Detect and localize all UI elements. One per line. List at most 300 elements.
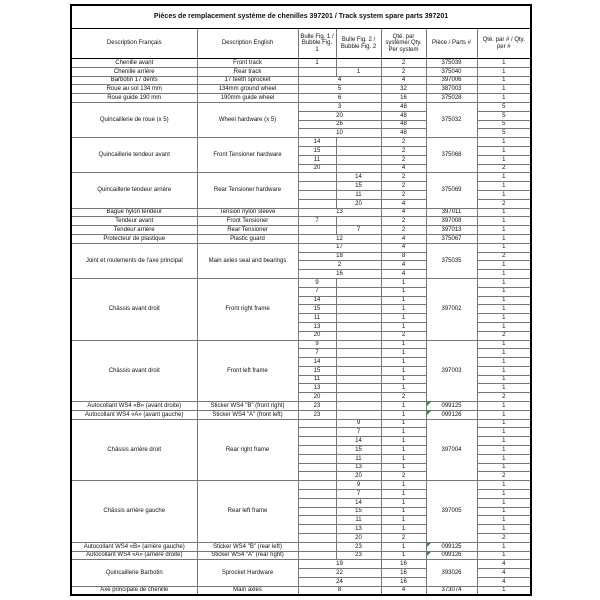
bubble-fig2-cell: 11 <box>336 516 381 525</box>
bubble-fig2-cell: 15 <box>336 507 381 516</box>
qty-per-part-cell: 1 <box>477 375 531 384</box>
bubble-fig1-cell: 7 <box>298 349 336 358</box>
qty-per-system-cell: 1 <box>381 366 426 375</box>
qty-per-part-cell: 1 <box>477 551 531 560</box>
qty-per-part-cell: 1 <box>477 366 531 375</box>
bubble-fig1-cell <box>298 454 336 463</box>
part-number-cell: 397005 <box>426 481 477 543</box>
qty-per-part-cell: 1 <box>477 428 531 437</box>
part-group-row <box>71 278 531 287</box>
qty-per-system-cell: 1 <box>381 481 426 490</box>
bubble-fig2-cell <box>336 287 381 296</box>
bubble-fig-merged-cell: 13 <box>298 208 381 217</box>
part-group-row <box>71 234 531 243</box>
qty-per-system-cell: 48 <box>381 111 426 120</box>
qty-per-part-cell: 1 <box>477 419 531 428</box>
description-en-cell: Front left frame <box>197 340 298 402</box>
table-header-row <box>71 29 531 59</box>
bubble-fig-merged-cell: 5 <box>298 85 381 94</box>
part-number-cell: 375032 <box>426 102 477 137</box>
bubble-fig1-cell: 14 <box>298 358 336 367</box>
bubble-fig2-cell <box>336 155 381 164</box>
qty-per-system-cell: 2 <box>381 393 426 402</box>
bubble-fig1-cell: 7 <box>298 287 336 296</box>
bubble-fig1-cell: 7 <box>298 217 336 226</box>
bubble-fig2-cell: 23 <box>336 542 381 551</box>
qty-per-part-cell: 1 <box>477 270 531 279</box>
col-header-bubble-fig1: Bulle Fig. 1 / Bubble Fig. 1 <box>298 29 336 59</box>
description-en-cell: Rear left frame <box>197 481 298 543</box>
description-en-cell: Rear Tensioner <box>197 226 298 235</box>
description-en-cell: Wheel hardware (x 5) <box>197 102 298 137</box>
col-header-part-number: Pièce / Parts # <box>426 29 477 59</box>
qty-per-part-cell: 1 <box>477 94 531 103</box>
part-number-cell: 375028 <box>426 94 477 103</box>
bubble-fig1-cell: 11 <box>298 375 336 384</box>
bubble-fig1-cell: 1 <box>298 59 336 68</box>
qty-per-part-cell: 1 <box>477 498 531 507</box>
qty-per-system-cell: 4 <box>381 199 426 208</box>
col-header-qty-per-part: Qté. par # / Qty. per # <box>477 29 531 59</box>
part-number-cell: 397004 <box>426 419 477 481</box>
bubble-fig-merged-cell: 10 <box>298 129 381 138</box>
bubble-fig1-cell <box>298 173 336 182</box>
bubble-fig-merged-cell: 26 <box>298 120 381 129</box>
qty-per-system-cell: 1 <box>381 340 426 349</box>
description-fr-cell: Barbotin 17 dents <box>71 76 197 85</box>
bubble-fig1-cell: 15 <box>298 366 336 375</box>
description-fr-cell: Chenille avant <box>71 59 197 68</box>
qty-per-system-cell: 2 <box>381 155 426 164</box>
bubble-fig-merged-cell: 12 <box>298 234 381 243</box>
bubble-fig1-cell <box>298 226 336 235</box>
qty-per-part-cell: 1 <box>477 454 531 463</box>
qty-per-system-cell: 2 <box>381 331 426 340</box>
description-fr-cell: Joint et roulements de l'axe principal <box>71 243 197 278</box>
bubble-fig-merged-cell: 22 <box>298 569 381 578</box>
bubble-fig1-cell: 9 <box>298 278 336 287</box>
description-en-cell: 17 teeth sprocket <box>197 76 298 85</box>
parts-table-body <box>71 59 531 596</box>
part-group-row <box>71 410 531 419</box>
bubble-fig-merged-cell: 8 <box>298 586 381 595</box>
description-fr-cell: Quincaillerie tendeur avant <box>71 138 197 173</box>
bubble-fig1-cell <box>298 182 336 191</box>
qty-per-part-cell: 1 <box>477 481 531 490</box>
bubble-fig2-cell <box>336 278 381 287</box>
bubble-fig1-cell: 20 <box>298 164 336 173</box>
bubble-fig1-cell: 14 <box>298 296 336 305</box>
bubble-fig2-cell: 7 <box>336 226 381 235</box>
qty-per-part-cell: 1 <box>477 340 531 349</box>
bubble-fig1-cell: 23 <box>298 402 336 411</box>
bubble-fig2-cell <box>336 331 381 340</box>
qty-per-system-cell: 32 <box>381 85 426 94</box>
bubble-fig2-cell <box>336 393 381 402</box>
qty-per-system-cell: 16 <box>381 94 426 103</box>
qty-per-system-cell: 1 <box>381 525 426 534</box>
bubble-fig2-cell: 13 <box>336 463 381 472</box>
bubble-fig1-cell: 13 <box>298 384 336 393</box>
part-group-row <box>71 138 531 147</box>
part-number-cell: 375069 <box>426 173 477 208</box>
part-number-cell: 397011 <box>426 208 477 217</box>
description-en-cell: 134mm ground wheel <box>197 85 298 94</box>
col-header-qty-per-system: Qté. par système/ Qty. Per system <box>381 29 426 59</box>
qty-per-part-cell: 1 <box>477 85 531 94</box>
part-number-cell: 397003 <box>426 340 477 402</box>
bubble-fig2-cell: 20 <box>336 199 381 208</box>
part-number-cell: 393026 <box>426 560 477 586</box>
qty-per-system-cell: 1 <box>381 278 426 287</box>
description-en-cell: Sticker WS4 "B" (rear left) <box>197 542 298 551</box>
qty-per-part-cell: 4 <box>477 569 531 578</box>
qty-per-system-cell: 4 <box>381 208 426 217</box>
qty-per-system-cell: 1 <box>381 551 426 560</box>
description-en-cell: Sprocket Hardware <box>197 560 298 586</box>
part-group-row <box>71 217 531 226</box>
bubble-fig2-cell: 11 <box>336 190 381 199</box>
table-title-row <box>71 5 531 29</box>
qty-per-part-cell: 4 <box>477 560 531 569</box>
note-marker-icon <box>427 543 431 547</box>
qty-per-system-cell: 48 <box>381 120 426 129</box>
part-group-row <box>71 173 531 182</box>
qty-per-system-cell: 4 <box>381 243 426 252</box>
part-number-cell: 099126 <box>426 410 477 419</box>
bubble-fig-merged-cell: 24 <box>298 578 381 587</box>
part-group-row <box>71 85 531 94</box>
bubble-fig2-cell <box>336 384 381 393</box>
qty-per-part-cell: 1 <box>477 525 531 534</box>
bubble-fig2-cell <box>336 375 381 384</box>
part-number-cell: 375067 <box>426 234 477 243</box>
bubble-fig2-cell: 7 <box>336 490 381 499</box>
part-group-row <box>71 59 531 68</box>
qty-per-system-cell: 2 <box>381 534 426 543</box>
bubble-fig1-cell: 11 <box>298 314 336 323</box>
qty-per-system-cell: 1 <box>381 507 426 516</box>
qty-per-part-cell: 4 <box>477 578 531 587</box>
qty-per-system-cell: 1 <box>381 428 426 437</box>
part-number-cell: 375040 <box>426 67 477 76</box>
bubble-fig1-cell: 15 <box>298 146 336 155</box>
qty-per-part-cell: 5 <box>477 120 531 129</box>
bubble-fig2-cell <box>336 146 381 155</box>
qty-per-part-cell: 1 <box>477 155 531 164</box>
bubble-fig2-cell <box>336 402 381 411</box>
description-fr-cell: Bague nylon tendeur <box>71 208 197 217</box>
bubble-fig1-cell <box>298 67 336 76</box>
bubble-fig1-cell: 23 <box>298 410 336 419</box>
part-number-cell: 397008 <box>426 217 477 226</box>
bubble-fig2-cell: 13 <box>336 525 381 534</box>
description-fr-cell: Châssis arrière gauche <box>71 481 197 543</box>
bubble-fig2-cell: 15 <box>336 182 381 191</box>
bubble-fig1-cell <box>298 428 336 437</box>
description-en-cell: Main axles <box>197 586 298 595</box>
qty-per-system-cell: 1 <box>381 490 426 499</box>
document-title: Pièces de remplacement système de chenilles 397201 / Track system spare parts 397201 <box>71 5 531 29</box>
description-fr-cell: Tendeur avant <box>71 217 197 226</box>
bubble-fig1-cell <box>298 516 336 525</box>
qty-per-system-cell: 1 <box>381 305 426 314</box>
qty-per-part-cell: 1 <box>477 349 531 358</box>
qty-per-system-cell: 16 <box>381 560 426 569</box>
qty-per-part-cell: 5 <box>477 111 531 120</box>
part-group-row <box>71 76 531 85</box>
bubble-fig2-cell <box>336 322 381 331</box>
bubble-fig2-cell: 23 <box>336 551 381 560</box>
part-number-cell: 099126 <box>426 551 477 560</box>
qty-per-part-cell: 5 <box>477 102 531 111</box>
qty-per-system-cell: 2 <box>381 182 426 191</box>
col-header-description-en: Description English <box>197 29 298 59</box>
qty-per-system-cell: 4 <box>381 586 426 595</box>
part-number-cell: 375039 <box>426 59 477 68</box>
description-en-cell: Sticker WS4 "A" (front left) <box>197 410 298 419</box>
part-group-row <box>71 542 531 551</box>
description-fr-cell: Roue au sol 134 mm <box>71 85 197 94</box>
bubble-fig1-cell <box>298 534 336 543</box>
description-en-cell: Main axles seal and bearings <box>197 243 298 278</box>
bubble-fig2-cell: 15 <box>336 446 381 455</box>
qty-per-system-cell: 2 <box>381 138 426 147</box>
qty-per-system-cell: 1 <box>381 402 426 411</box>
part-number-cell: 397006 <box>426 76 477 85</box>
part-group-row <box>71 67 531 76</box>
qty-per-system-cell: 1 <box>381 287 426 296</box>
part-number-cell: 397013 <box>426 226 477 235</box>
bubble-fig1-cell: 14 <box>298 138 336 147</box>
qty-per-part-cell: 1 <box>477 437 531 446</box>
qty-per-part-cell: 2 <box>477 199 531 208</box>
qty-per-part-cell: 1 <box>477 146 531 155</box>
qty-per-system-cell: 1 <box>381 375 426 384</box>
part-number-cell: 099125 <box>426 542 477 551</box>
description-fr-cell: Châssis avant droit <box>71 278 197 340</box>
description-fr-cell: Autocollant WS4 «B» (arrière gauche) <box>71 542 197 551</box>
col-header-bubble-fig2: Bulle Fig. 2 / Bubble Fig. 2 <box>336 29 381 59</box>
bubble-fig2-cell <box>336 217 381 226</box>
bubble-fig1-cell <box>298 419 336 428</box>
qty-per-system-cell: 1 <box>381 349 426 358</box>
qty-per-part-cell: 1 <box>477 287 531 296</box>
qty-per-part-cell: 1 <box>477 516 531 525</box>
part-group-row <box>71 402 531 411</box>
description-fr-cell: Quincaillerie de roue (x 5) <box>71 102 197 137</box>
bubble-fig-merged-cell: 18 <box>298 252 381 261</box>
bubble-fig2-cell: 20 <box>336 534 381 543</box>
description-fr-cell: Roue guide 190 mm <box>71 94 197 103</box>
qty-per-system-cell: 1 <box>381 516 426 525</box>
part-number-cell: 375035 <box>426 243 477 278</box>
col-header-description-fr: Description Français <box>71 29 197 59</box>
bubble-fig1-cell <box>298 472 336 481</box>
qty-per-part-cell: 1 <box>477 358 531 367</box>
part-number-cell: 373074 <box>426 586 477 595</box>
qty-per-part-cell: 1 <box>477 490 531 499</box>
note-marker-icon <box>427 552 431 556</box>
bubble-fig1-cell: 11 <box>298 155 336 164</box>
qty-per-part-cell: 1 <box>477 226 531 235</box>
bubble-fig-merged-cell: 16 <box>298 270 381 279</box>
part-group-row <box>71 560 531 569</box>
bubble-fig2-cell: 7 <box>336 428 381 437</box>
qty-per-part-cell: 2 <box>477 393 531 402</box>
qty-per-part-cell: 1 <box>477 542 531 551</box>
qty-per-part-cell: 5 <box>477 129 531 138</box>
description-en-cell: Rear Tensioner hardware <box>197 173 298 208</box>
qty-per-system-cell: 1 <box>381 498 426 507</box>
qty-per-system-cell: 2 <box>381 217 426 226</box>
bubble-fig2-cell: 1 <box>336 67 381 76</box>
qty-per-part-cell: 1 <box>477 586 531 595</box>
bubble-fig1-cell <box>298 490 336 499</box>
description-fr-cell: Autocollant WS4 «B» (avant droite) <box>71 402 197 411</box>
bubble-fig2-cell: 11 <box>336 454 381 463</box>
bubble-fig1-cell <box>298 190 336 199</box>
part-group-row <box>71 208 531 217</box>
bubble-fig2-cell <box>336 138 381 147</box>
qty-per-system-cell: 2 <box>381 59 426 68</box>
note-marker-icon <box>427 411 431 415</box>
part-group-row <box>71 419 531 428</box>
part-number-cell: 099125 <box>426 402 477 411</box>
qty-per-system-cell: 48 <box>381 102 426 111</box>
bubble-fig2-cell <box>336 349 381 358</box>
qty-per-part-cell: 1 <box>477 402 531 411</box>
qty-per-part-cell: 1 <box>477 173 531 182</box>
bubble-fig2-cell <box>336 59 381 68</box>
qty-per-part-cell: 1 <box>477 59 531 68</box>
part-group-row <box>71 481 531 490</box>
bubble-fig1-cell <box>298 446 336 455</box>
qty-per-system-cell: 48 <box>381 129 426 138</box>
qty-per-system-cell: 1 <box>381 437 426 446</box>
qty-per-system-cell: 4 <box>381 76 426 85</box>
description-en-cell: Front Tensioner <box>197 217 298 226</box>
qty-per-part-cell: 1 <box>477 76 531 85</box>
bubble-fig1-cell <box>298 481 336 490</box>
qty-per-system-cell: 2 <box>381 190 426 199</box>
qty-per-part-cell: 1 <box>477 138 531 147</box>
part-group-row <box>71 102 531 111</box>
bubble-fig2-cell <box>336 305 381 314</box>
description-fr-cell: Châssis arrière droit <box>71 419 197 481</box>
qty-per-part-cell: 1 <box>477 217 531 226</box>
qty-per-system-cell: 8 <box>381 252 426 261</box>
note-marker-icon <box>427 402 431 406</box>
bubble-fig1-cell: 9 <box>298 340 336 349</box>
bubble-fig1-cell <box>298 551 336 560</box>
bubble-fig1-cell <box>298 199 336 208</box>
qty-per-system-cell: 1 <box>381 384 426 393</box>
bubble-fig2-cell <box>336 314 381 323</box>
description-fr-cell: Quincaillerie Barbotin <box>71 560 197 586</box>
bubble-fig1-cell: 13 <box>298 322 336 331</box>
description-fr-cell: Châssis avant droit <box>71 340 197 402</box>
description-fr-cell: Axe principale de chenille <box>71 586 197 595</box>
bubble-fig1-cell: 15 <box>298 305 336 314</box>
parts-table-container <box>70 4 530 596</box>
qty-per-system-cell: 1 <box>381 446 426 455</box>
bubble-fig1-cell <box>298 437 336 446</box>
bubble-fig2-cell <box>336 410 381 419</box>
bubble-fig-merged-cell: 19 <box>298 560 381 569</box>
bubble-fig2-cell: 14 <box>336 498 381 507</box>
qty-per-system-cell: 4 <box>381 270 426 279</box>
description-en-cell: Plastic guard <box>197 234 298 243</box>
description-en-cell: Front Tensioner hardware <box>197 138 298 173</box>
bubble-fig2-cell <box>336 340 381 349</box>
bubble-fig-merged-cell: 3 <box>298 102 381 111</box>
description-fr-cell: Tendeur arrière <box>71 226 197 235</box>
description-en-cell: Front right frame <box>197 278 298 340</box>
bubble-fig2-cell: 14 <box>336 173 381 182</box>
bubble-fig2-cell: 9 <box>336 419 381 428</box>
part-group-row <box>71 551 531 560</box>
qty-per-part-cell: 1 <box>477 314 531 323</box>
qty-per-system-cell: 1 <box>381 454 426 463</box>
qty-per-part-cell: 2 <box>477 331 531 340</box>
qty-per-system-cell: 1 <box>381 410 426 419</box>
part-number-cell: 375068 <box>426 138 477 173</box>
qty-per-system-cell: 1 <box>381 419 426 428</box>
description-en-cell: 190mm guide wheel <box>197 94 298 103</box>
bubble-fig1-cell <box>298 463 336 472</box>
qty-per-part-cell: 1 <box>477 446 531 455</box>
bubble-fig-merged-cell: 2 <box>298 261 381 270</box>
qty-per-part-cell: 1 <box>477 182 531 191</box>
qty-per-part-cell: 1 <box>477 234 531 243</box>
qty-per-system-cell: 2 <box>381 472 426 481</box>
part-group-row <box>71 243 531 252</box>
qty-per-part-cell: 1 <box>477 507 531 516</box>
qty-per-system-cell: 4 <box>381 234 426 243</box>
qty-per-system-cell: 2 <box>381 173 426 182</box>
qty-per-system-cell: 1 <box>381 322 426 331</box>
bubble-fig2-cell <box>336 164 381 173</box>
bubble-fig-merged-cell: 4 <box>298 76 381 85</box>
parts-table <box>70 4 532 596</box>
qty-per-part-cell: 2 <box>477 472 531 481</box>
qty-per-part-cell: 1 <box>477 384 531 393</box>
qty-per-system-cell: 2 <box>381 226 426 235</box>
description-en-cell: Tension nylon sleeve <box>197 208 298 217</box>
bubble-fig2-cell: 20 <box>336 472 381 481</box>
bubble-fig2-cell: 9 <box>336 481 381 490</box>
bubble-fig2-cell <box>336 296 381 305</box>
description-fr-cell: Chenille arrière <box>71 67 197 76</box>
bubble-fig1-cell <box>298 507 336 516</box>
description-en-cell: Rear track <box>197 67 298 76</box>
qty-per-system-cell: 16 <box>381 578 426 587</box>
bubble-fig2-cell <box>336 366 381 375</box>
part-group-row <box>71 226 531 235</box>
description-fr-cell: Protecteur de plastique <box>71 234 197 243</box>
description-en-cell: Front track <box>197 59 298 68</box>
description-en-cell: Rear right frame <box>197 419 298 481</box>
qty-per-system-cell: 2 <box>381 67 426 76</box>
bubble-fig1-cell <box>298 525 336 534</box>
part-number-cell: 397002 <box>426 278 477 340</box>
part-group-row <box>71 94 531 103</box>
description-fr-cell: Autocollant WS4 «A» (arrière droite) <box>71 551 197 560</box>
qty-per-system-cell: 1 <box>381 296 426 305</box>
part-group-row <box>71 586 531 595</box>
qty-per-system-cell: 1 <box>381 463 426 472</box>
